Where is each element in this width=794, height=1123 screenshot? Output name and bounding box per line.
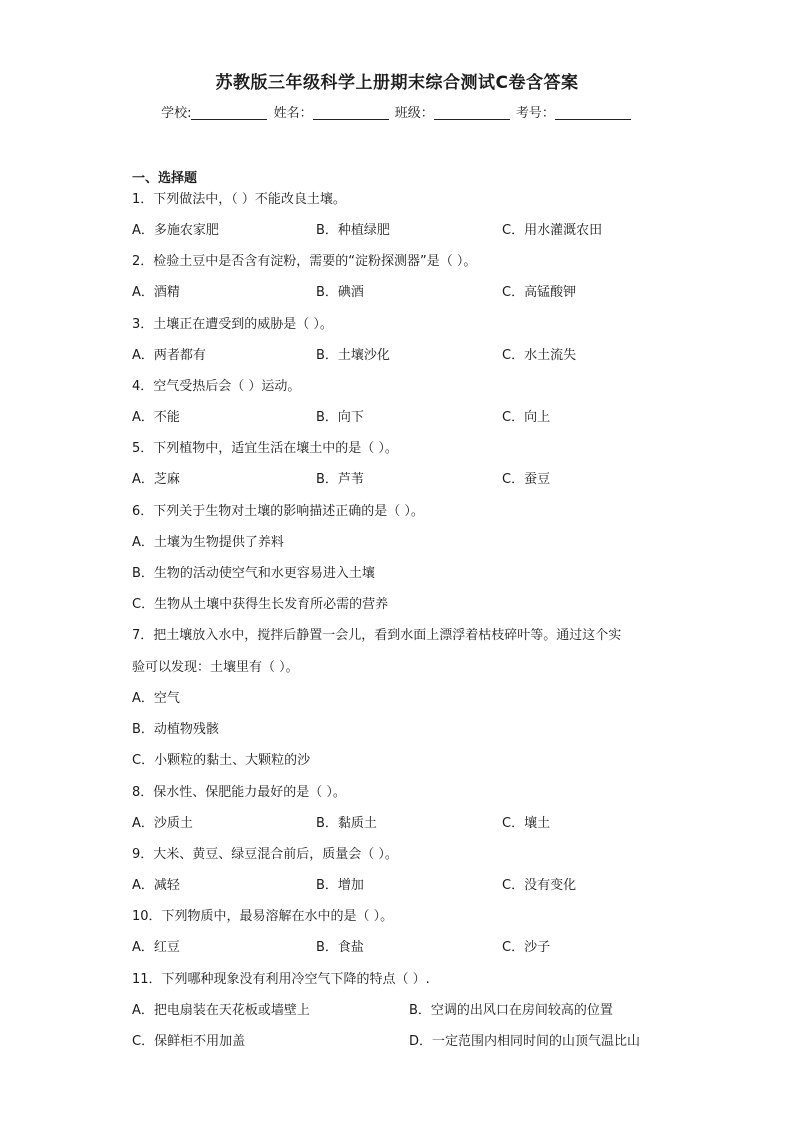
student-info-line: [0, 102, 794, 121]
question-option[interactable]: C．壤土: [502, 816, 551, 831]
question-option[interactable]: C．沙子: [502, 940, 551, 955]
question-stem: 11．下列哪种现象没有利用冷空气下降的特点（ ）.: [132, 972, 430, 987]
name-label: 姓名：: [273, 106, 313, 121]
question-option[interactable]: C．小颗粒的黏土、大颗粒的沙: [132, 753, 311, 768]
question-option[interactable]: B．黏质土: [316, 816, 377, 831]
question-stem: 8．保水性、保肥能力最好的是（ ）。: [132, 785, 346, 800]
section-title: 一、选择题: [132, 171, 198, 186]
question-option[interactable]: A．两者都有: [132, 348, 206, 363]
exam-no-label: 考号：: [515, 106, 555, 121]
question-option[interactable]: A．把电扇装在天花板或墙壁上: [132, 1003, 310, 1018]
name-blank[interactable]: [313, 105, 389, 120]
question-option[interactable]: C．用水灌溉农田: [502, 223, 603, 238]
question-stem: 2．检验土豆中是否含有淀粉，需要的“淀粉探测器”是（ ）。: [132, 254, 477, 269]
question-option[interactable]: C．保鲜柜不用加盖: [132, 1034, 246, 1049]
question-option[interactable]: B．种植绿肥: [316, 223, 390, 238]
question-option[interactable]: A．土壤为生物提供了养料: [132, 535, 284, 550]
question-stem: 10．下列物质中，最易溶解在水中的是（ ）。: [132, 909, 394, 924]
question-stem: 6．下列关于生物对土壤的影响描述正确的是（ ）。: [132, 504, 424, 519]
class-label: 班级：: [394, 106, 434, 121]
question-option[interactable]: C．蚕豆: [502, 472, 551, 487]
class-blank[interactable]: [434, 105, 510, 120]
question-option[interactable]: A．芝麻: [132, 472, 180, 487]
school-label: 学校:: [161, 106, 192, 121]
question-stem: 1．下列做法中，（ ）不能改良土壤。: [132, 192, 346, 207]
question-stem-continued: 验可以发现：土壤里有（ ）。: [132, 660, 299, 675]
question-option[interactable]: B．向下: [316, 410, 364, 425]
question-stem: 3．土壤正在遭受到的威胁是（ ）。: [132, 317, 333, 332]
question-option[interactable]: C．高锰酸钾: [502, 285, 577, 300]
question-option[interactable]: B．芦苇: [316, 472, 364, 487]
question-option[interactable]: A．空气: [132, 691, 180, 706]
question-option[interactable]: C．生物从土壤中获得生长发育所必需的营养: [132, 597, 389, 612]
question-option[interactable]: B．碘酒: [316, 285, 364, 300]
question-option[interactable]: B．空调的出风口在房间较高的位置: [409, 1003, 613, 1018]
question-option[interactable]: D．一定范围内相同时间的山顶气温比山: [409, 1034, 641, 1049]
question-option[interactable]: B．食盐: [316, 940, 364, 955]
school-blank[interactable]: [191, 105, 267, 120]
question-option[interactable]: C．向上: [502, 410, 551, 425]
question-stem: 4．空气受热后会（ ）运动。: [132, 379, 301, 394]
question-option[interactable]: B．动植物残骸: [132, 722, 219, 737]
question-option[interactable]: B．生物的活动使空气和水更容易进入土壤: [132, 566, 375, 581]
question-option[interactable]: B．土壤沙化: [316, 348, 390, 363]
question-option[interactable]: C．水土流失: [502, 348, 577, 363]
exam-title: 苏教版三年级科学上册期末综合测试C卷含答案: [215, 73, 579, 93]
question-option[interactable]: B．增加: [316, 878, 364, 893]
question-option[interactable]: A．红豆: [132, 940, 180, 955]
question-option[interactable]: A．酒精: [132, 285, 180, 300]
question-stem: 7．把土壤放入水中，搅拌后静置一会儿，看到水面上漂浮着枯枝碎叶等。通过这个实: [132, 628, 622, 643]
question-option[interactable]: A．减轻: [132, 878, 180, 893]
question-option[interactable]: A．不能: [132, 410, 180, 425]
question-option[interactable]: C．没有变化: [502, 878, 577, 893]
question-stem: 5．下列植物中，适宜生活在壤土中的是（ ）。: [132, 441, 398, 456]
question-option[interactable]: A．沙质土: [132, 816, 193, 831]
question-option[interactable]: A．多施农家肥: [132, 223, 219, 238]
exam-no-blank[interactable]: [555, 105, 631, 120]
question-stem: 9．大米、黄豆、绿豆混合前后，质量会（ ）。: [132, 847, 398, 862]
